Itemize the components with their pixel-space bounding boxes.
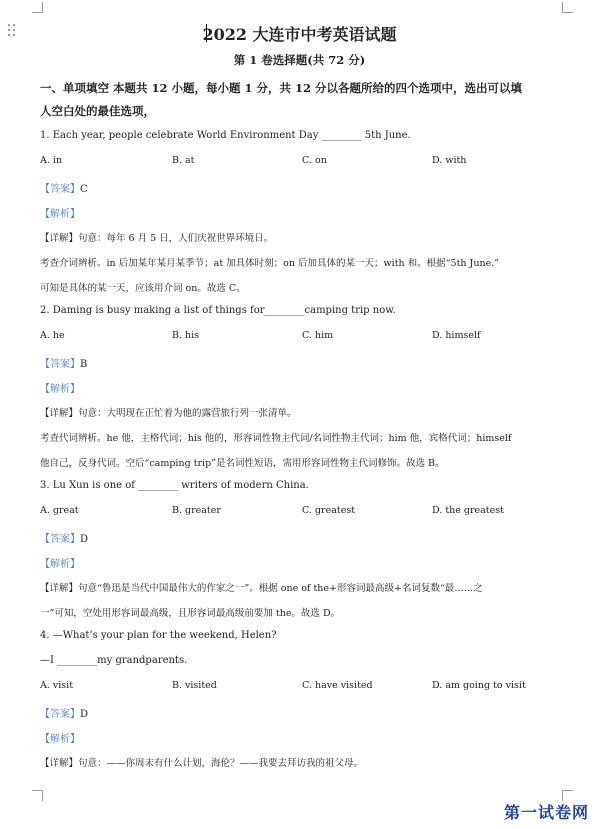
watermark-logo: 第一试卷网: [503, 803, 589, 822]
q1-answer: [40, 180, 88, 195]
crop-mark-bottom-left: [32, 790, 43, 801]
q1-option-c: C. on: [302, 155, 327, 166]
q2-option-a: A. he: [40, 330, 65, 341]
q1-detail-line3: 可知是具体的某一天，应该用介词 on。故选 C。: [40, 283, 246, 294]
q2-detail-line1: 【详解】句意：大明现在正忙着为他的露营旅行列一张清单。: [40, 408, 297, 419]
answer-value: D: [80, 534, 89, 545]
question-3-stem: 3. Lu Xun is one of ________ writers of modern China.: [40, 480, 309, 491]
q2-answer: [40, 355, 87, 370]
answer-value: D: [80, 709, 89, 720]
q3-answer: [40, 530, 88, 545]
question-4-stem-line2: —I ________my grandparents.: [40, 655, 188, 666]
page-subtitle: 第 1 卷选择题(共 72 分): [233, 53, 366, 67]
question-2-stem: 2. Daming is busy making a list of things for________camping trip now.: [40, 305, 396, 316]
answer-tag: 【答案】: [40, 359, 80, 370]
q4-option-b: B. visited: [172, 680, 217, 691]
q2-option-b: B. his: [172, 330, 200, 341]
q1-option-a: A. in: [40, 155, 63, 166]
q4-answer: [40, 705, 88, 720]
answer-tag: 【答案】: [40, 709, 80, 720]
q4-analysis-tag: 【解析】: [40, 734, 80, 745]
crop-mark-top-left: [32, 2, 43, 13]
section-heading-line1: 一、单项填空 本题共 12 小题，每小题 1 分，共 12 分以各题所给的四个选项中，选出可以填: [40, 81, 523, 95]
q3-analysis-tag: 【解析】: [40, 559, 80, 570]
q1-detail-line2: 考查介词辨析。in 后加某年某月某季节；at 加具体时刻；on 后加具体的某一天；with 和。根据“5th June.”: [40, 258, 500, 269]
q3-option-c: C. greatest: [302, 505, 356, 516]
q2-option-c: C. him: [302, 330, 334, 341]
q3-detail-line1: 【详解】句意“鲁迅是当代中国最伟大的作家之一”。根据 one of the+形容词最高级+名词复数“最……之: [40, 583, 483, 594]
q1-option-b: B. at: [172, 155, 195, 166]
answer-value: C: [80, 184, 88, 195]
q3-option-b: B. greater: [172, 505, 221, 516]
q2-option-d: D. himself: [432, 330, 481, 341]
q4-detail-line1: 【详解】句意：——你周末有什么计划，海伦？——我要去拜访我的祖父母。: [40, 758, 364, 769]
answer-tag: 【答案】: [40, 534, 80, 545]
q4-option-c: C. have visited: [302, 680, 373, 691]
q2-detail-line2: 考查代词辨析。he 他，主格代词；his 他的，形容词性物主代词/名词性物主代词；him 他，宾格代词；himself: [40, 433, 512, 444]
crop-mark-top-right: [562, 2, 573, 13]
q1-analysis-tag: 【解析】: [40, 209, 80, 220]
section-heading-line2: 人空白处的最佳选项，: [40, 104, 155, 118]
page-title: 2022 大连市中考英语试题: [202, 25, 397, 44]
q4-option-d: D. am going to visit: [432, 680, 526, 691]
q1-detail-line1: 【详解】句意：每年 6 月 5 日，人们庆祝世界环境日。: [40, 233, 274, 244]
question-4-stem: 4. —What’s your plan for the weekend, Helen?: [40, 630, 277, 641]
q3-option-d: D. the greatest: [432, 505, 504, 516]
answer-tag: 【答案】: [40, 184, 80, 195]
q1-option-d: D. with: [432, 155, 467, 166]
answer-value: B: [80, 359, 88, 370]
q2-analysis-tag: 【解析】: [40, 384, 80, 395]
q4-option-a: A. visit: [40, 680, 74, 691]
question-1-stem: 1. Each year, people celebrate World Environment Day ________ 5th June.: [40, 130, 411, 141]
q2-detail-line3: 他自己，反身代词。空后“camping trip”是名词性短语，需用形容词性物主代词修饰。故选 B。: [40, 458, 445, 469]
q3-option-a: A. great: [40, 505, 79, 516]
q3-detail-line2: 一”可知，空处用形容词最高级，且形容词最高级前要加 the。故选 D。: [40, 608, 341, 619]
